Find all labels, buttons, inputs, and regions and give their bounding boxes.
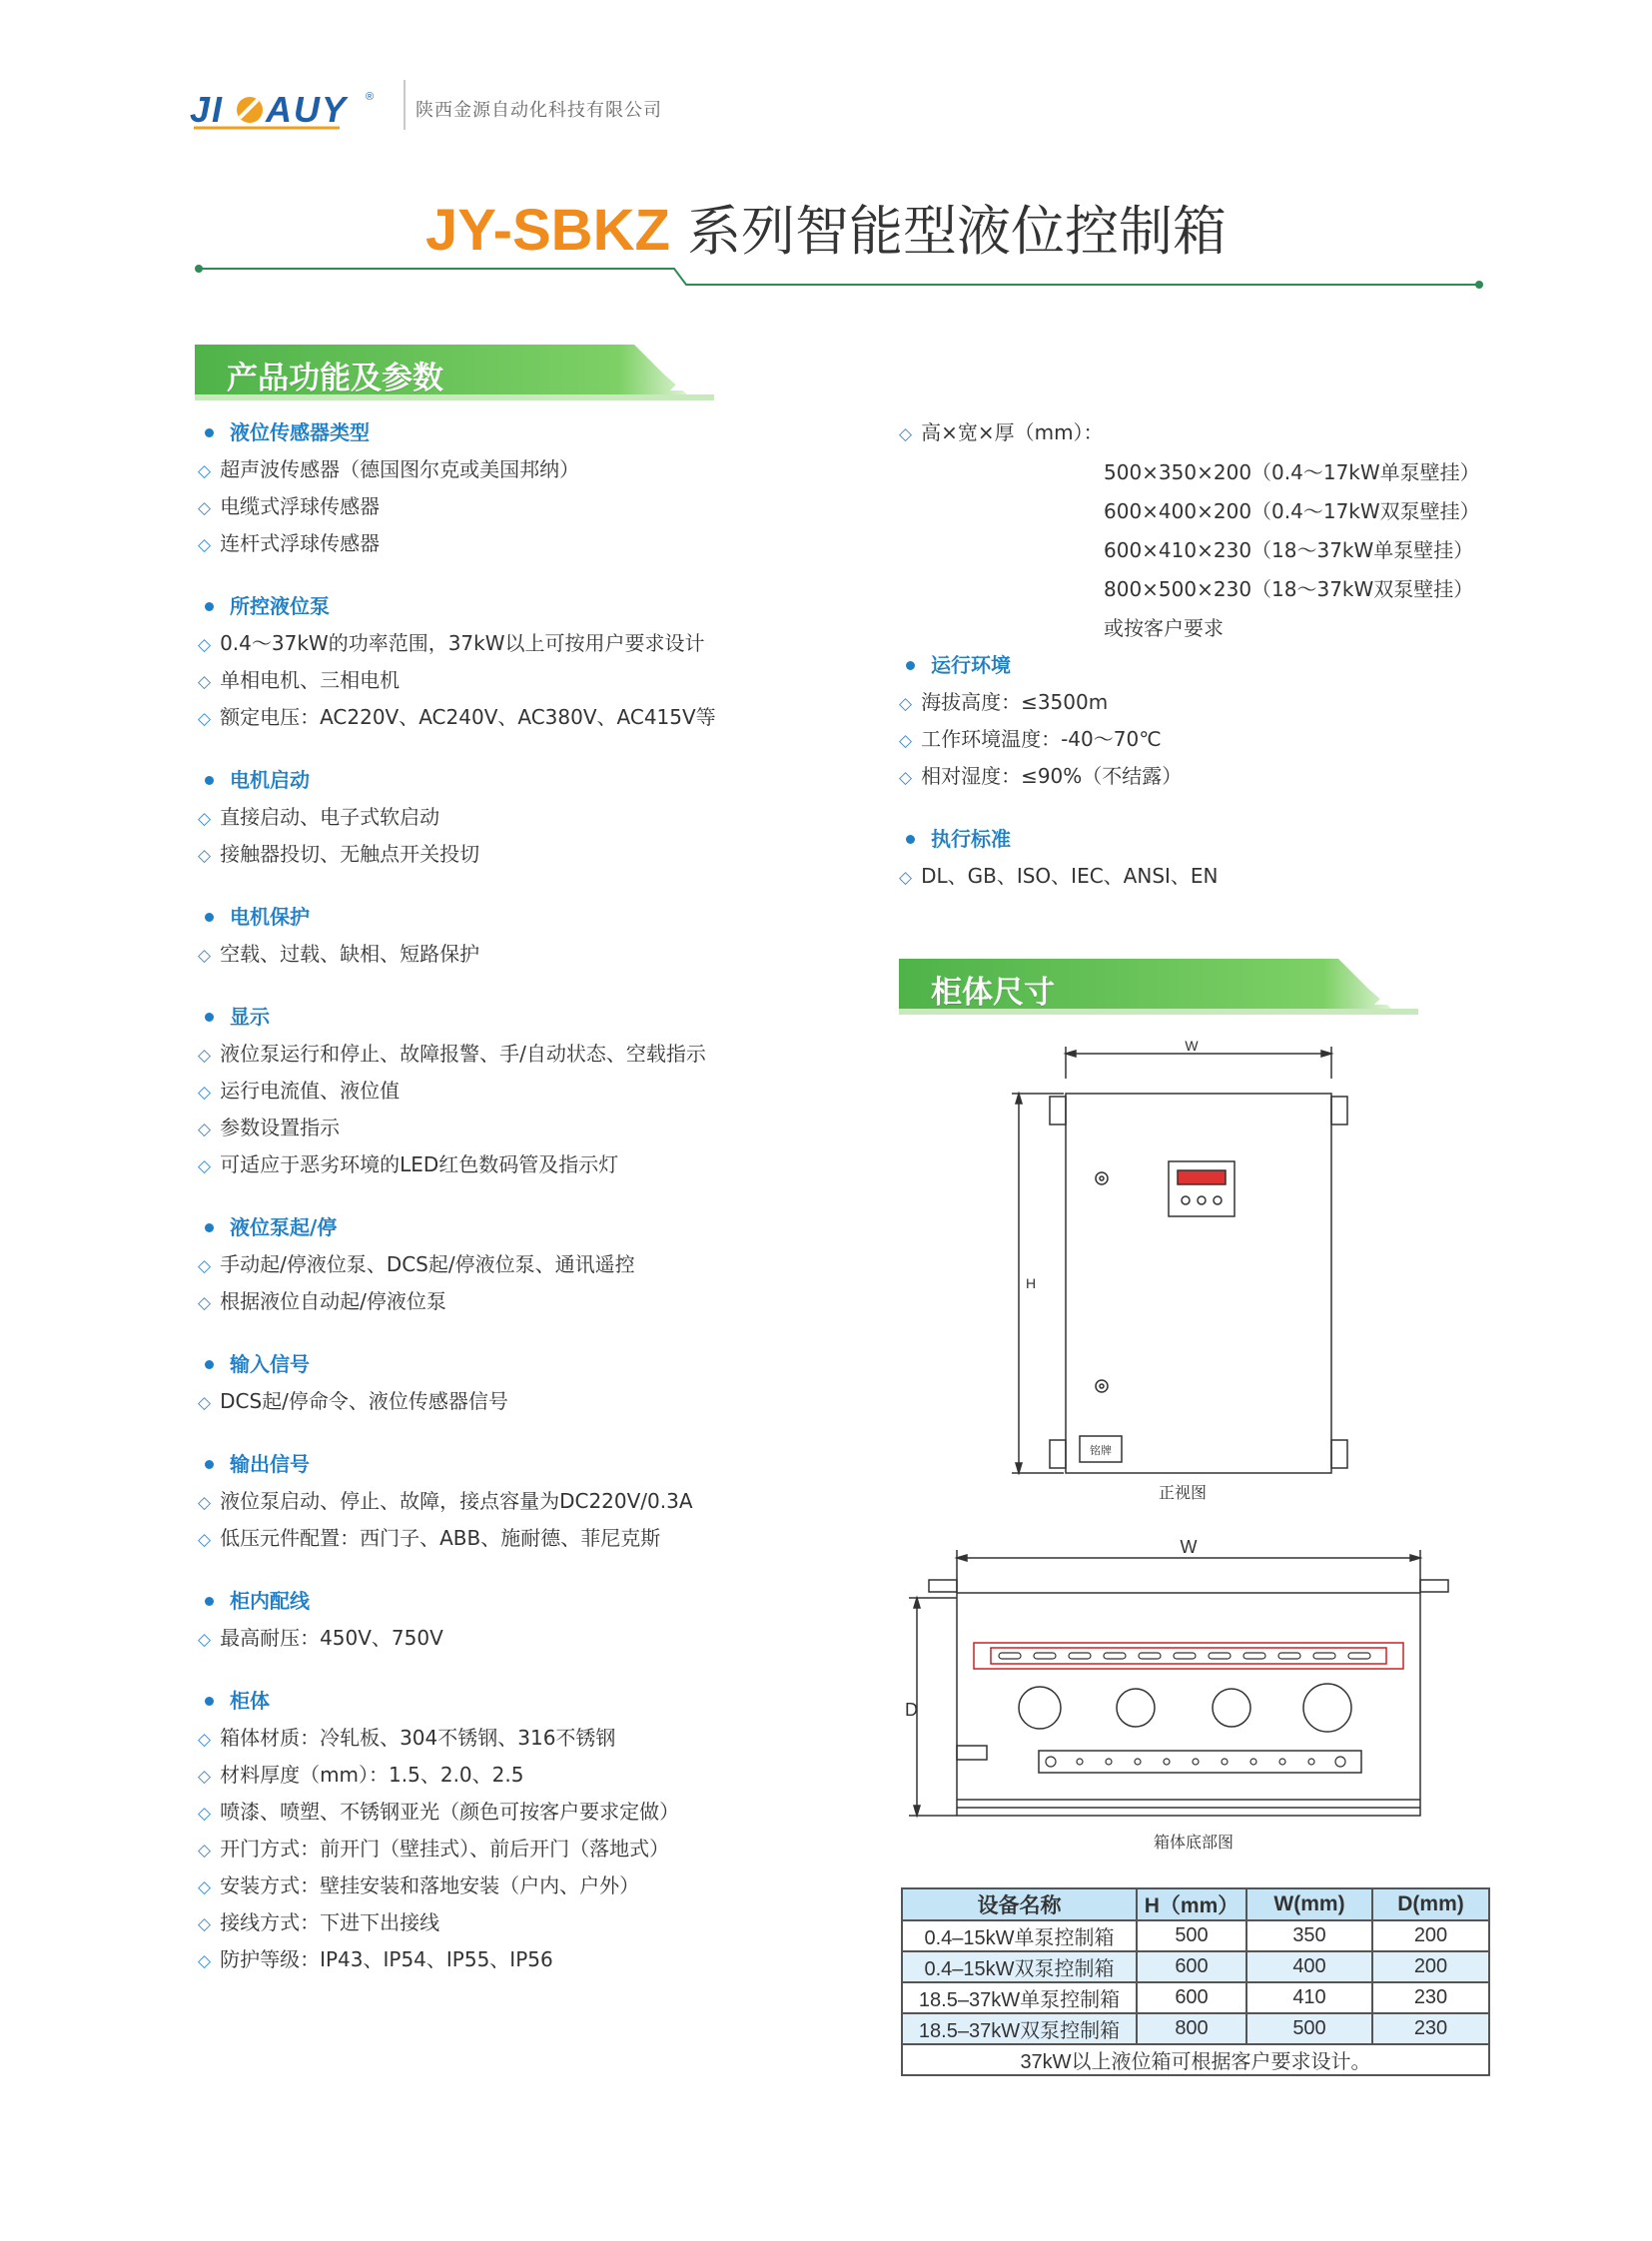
- dimension-line: 600×410×230（18～37kW单泵壁挂）: [1104, 538, 1474, 562]
- ground-hole: [1193, 1759, 1199, 1765]
- svg-text:AUY: AUY: [266, 89, 349, 130]
- feature-group-heading: 柜内配线: [198, 1583, 877, 1620]
- company-logo: [190, 88, 380, 132]
- table-footnote-row: [902, 2044, 1489, 2075]
- front-view-caption: 正视图: [1159, 1483, 1208, 1502]
- feature-item: ◇ 可适应于恶劣环境的LED红色数码管及指示灯: [198, 1146, 877, 1183]
- feature-item: ◇ 直接启动、电子式软启动: [198, 799, 877, 836]
- ground-hole: [1279, 1759, 1285, 1765]
- banner-title: 产品功能及参数: [227, 361, 443, 396]
- feature-group: [198, 588, 877, 736]
- dimension-line: 800×500×230（18～37kW双泵壁挂）: [1104, 577, 1474, 601]
- table-cell: 18.5–37kW单泵控制箱: [902, 1982, 1137, 2013]
- feature-group: [198, 1346, 877, 1420]
- feature-item: ◇ 运行电流值、液位值: [198, 1073, 877, 1110]
- feature-group-heading: 显示: [198, 999, 877, 1036]
- feature-item: ◇ 材料厚度（mm）：1.5、2.0、2.5: [198, 1757, 877, 1794]
- feature-item: ◇ 0.4～37kW的功率范围，37kW以上可按用户要求设计: [198, 625, 877, 662]
- feature-item: ◇ 液位泵启动、停止、故障，接点容量为DC220V/0.3A: [198, 1483, 877, 1520]
- feature-group: [198, 1209, 877, 1320]
- feature-group-heading: 柜体: [198, 1683, 877, 1720]
- logo-separator: [404, 80, 406, 130]
- rail-slot: [1139, 1653, 1161, 1659]
- rail-slot: [1174, 1653, 1196, 1659]
- table-row: [902, 2013, 1489, 2044]
- dimension-line: 或按客户要求: [1104, 616, 1224, 640]
- environment-group-heading: 执行标准: [899, 821, 1498, 858]
- table-cell: 800: [1137, 2013, 1246, 2044]
- feature-item: ◇ DCS起/停命令、液位传感器信号: [198, 1383, 877, 1420]
- title-model: JY-SBKZ: [424, 198, 670, 263]
- table-cell: 600: [1137, 1951, 1246, 1982]
- table-cell: 410: [1246, 1982, 1372, 2013]
- title-name: 系列智能型液位控制箱: [687, 200, 1228, 263]
- table-row: [902, 1920, 1489, 1951]
- ground-hole: [1164, 1759, 1170, 1765]
- feature-item: ◇ 防护等级：IP43、IP54、IP55、IP56: [198, 1941, 877, 1978]
- dimension-line: 500×350×200（0.4～17kW单泵壁挂）: [1104, 460, 1480, 484]
- company-name: 陕西金源自动化科技有限公司: [415, 100, 662, 121]
- feature-group-heading: 电机保护: [198, 899, 877, 936]
- feature-item: ◇ 参数设置指示: [198, 1110, 877, 1146]
- table-row: [902, 1951, 1489, 1982]
- dimensions-lines: [899, 453, 1498, 648]
- rail-slot: [1209, 1653, 1231, 1659]
- rail-slot: [1069, 1653, 1091, 1659]
- table-row: [902, 1982, 1489, 2013]
- feature-group: [198, 762, 877, 873]
- feature-item: ◇ 喷漆、喷塑、不锈钢亚光（颜色可按客户要求定做）: [198, 1794, 877, 1831]
- feature-item: ◇ 低压元件配置：西门子、ABB、施耐德、菲尼克斯: [198, 1520, 877, 1557]
- ground-hole: [1135, 1759, 1141, 1765]
- table-cell: 200: [1372, 1920, 1489, 1951]
- environment-list: [899, 647, 1498, 921]
- spec-table-header: [902, 1888, 1489, 1920]
- ground-hole: [1335, 1757, 1345, 1767]
- rail-slot: [1104, 1653, 1126, 1659]
- banner-title: 柜体尺寸: [931, 975, 1055, 1011]
- feature-item: ◇ 液位泵运行和停止、故障报警、手/自动状态、空载指示: [198, 1036, 877, 1073]
- feature-group: [198, 414, 877, 562]
- rail-slot: [1313, 1653, 1335, 1659]
- table-cell: 400: [1246, 1951, 1372, 1982]
- table-cell: 500: [1246, 2013, 1372, 2044]
- environment-item: ◇ 工作环境温度：-40～70℃: [899, 721, 1498, 758]
- table-cell: 0.4–15kW双泵控制箱: [902, 1951, 1137, 1982]
- feature-item: ◇ 超声波传感器（德国图尔克或美国邦纳）: [198, 451, 877, 488]
- feature-group-heading: 电机启动: [198, 762, 877, 799]
- table-cell: 230: [1372, 2013, 1489, 2044]
- feature-item: ◇ 空载、过载、缺相、短路保护: [198, 936, 877, 973]
- rail-slot: [999, 1653, 1021, 1659]
- feature-item: ◇ 最高耐压：450V、750V: [198, 1620, 877, 1657]
- dimension-line: 600×400×200（0.4～17kW双泵壁挂）: [1104, 499, 1480, 523]
- table-cell: 230: [1372, 1982, 1489, 2013]
- feature-group: [198, 1583, 877, 1657]
- table-cell: 0.4–15kW单泵控制箱: [902, 1920, 1137, 1951]
- feature-item: ◇ 根据液位自动起/停液位泵: [198, 1283, 877, 1320]
- section-banner-cabinet-size: [899, 959, 1418, 1015]
- table-cell: 200: [1372, 1951, 1489, 1982]
- rail-slot: [1034, 1653, 1056, 1659]
- feature-group: [198, 1683, 877, 1978]
- table-cell: 18.5–37kW双泵控制箱: [902, 2013, 1137, 2044]
- feature-item: ◇ 开门方式：前开门（壁挂式）、前后开门（落地式）: [198, 1831, 877, 1868]
- feature-item: ◇ 安装方式：壁挂安装和落地安装（户内、户外）: [198, 1868, 877, 1904]
- environment-item: ◇ 海拔高度：≤3500m: [899, 684, 1498, 721]
- feature-group-heading: 所控液位泵: [198, 588, 877, 625]
- bottom-w-label: W: [1180, 1538, 1198, 1557]
- feature-group-heading: 液位传感器类型: [198, 414, 877, 451]
- feature-group-heading: 液位泵起/停: [198, 1209, 877, 1246]
- svg-text:®: ®: [366, 91, 375, 103]
- bottom-d-label: D: [905, 1700, 918, 1720]
- title-rule: [195, 255, 1483, 295]
- table-footnote: 37kW以上液位箱可根据客户要求设计。: [902, 2044, 1489, 2075]
- environment-item: ◇ 相对湿度：≤90%（不结露）: [899, 758, 1498, 795]
- header-cell: W(mm): [1246, 1888, 1372, 1920]
- ground-hole: [1046, 1757, 1056, 1767]
- ground-hole: [1106, 1759, 1112, 1765]
- ground-hole: [1077, 1759, 1083, 1765]
- rail-slots: [999, 1653, 1370, 1659]
- feature-item: ◇ 单相电机、三相电机: [198, 662, 877, 699]
- rail-slot: [1278, 1653, 1300, 1659]
- header-cell: H（mm）: [1137, 1888, 1246, 1920]
- bottom-view-drawing: [899, 1538, 1478, 1838]
- table-cell: 500: [1137, 1920, 1246, 1951]
- svg-text:JI: JI: [190, 89, 225, 130]
- feature-group: [198, 1446, 877, 1557]
- feature-item: ◇ 接触器投切、无触点开关投切: [198, 836, 877, 873]
- feature-item: ◇ 箱体材质：冷轧板、304不锈钢、316不锈钢: [198, 1720, 877, 1757]
- ground-hole: [1222, 1759, 1228, 1765]
- spec-table: [901, 1887, 1490, 2076]
- header-cell: D(mm): [1372, 1888, 1489, 1920]
- feature-group: [198, 899, 877, 973]
- feature-group-heading: 输入信号: [198, 1346, 877, 1383]
- feature-item: ◇ 额定电压：AC220V、AC240V、AC380V、AC415V等: [198, 699, 877, 736]
- rail-slot: [1348, 1653, 1370, 1659]
- front-h-label: H: [1026, 1275, 1037, 1291]
- environment-group-heading: 运行环境: [899, 647, 1498, 684]
- bottom-view-caption: 箱体底部图: [1154, 1833, 1235, 1852]
- feature-item: ◇ 接线方式：下进下出接线: [198, 1904, 877, 1941]
- feature-item: ◇ 手动起/停液位泵、DCS起/停液位泵、通讯遥控: [198, 1246, 877, 1283]
- nameplate-label: 铭牌: [1090, 1444, 1112, 1457]
- environment-item: ◇ DL、GB、ISO、IEC、ANSI、EN: [899, 858, 1498, 895]
- front-w-label: W: [1185, 1039, 1199, 1054]
- dimensions-block: [899, 414, 1498, 648]
- ground-holes: [1046, 1757, 1345, 1767]
- environment-group: [899, 647, 1498, 795]
- feature-group: [198, 999, 877, 1183]
- rail-slot: [1243, 1653, 1265, 1659]
- front-view-drawing: [1004, 1039, 1373, 1518]
- features-list: [198, 414, 877, 2004]
- header-cell: 设备名称: [902, 1888, 1137, 1920]
- feature-item: ◇ 电缆式浮球传感器: [198, 488, 877, 525]
- environment-group: [899, 821, 1498, 895]
- dimensions-head: ◇ 高×宽×厚（mm）：: [899, 414, 1498, 451]
- section-banner-features: [195, 345, 714, 400]
- ground-hole: [1308, 1759, 1314, 1765]
- table-cell: 600: [1137, 1982, 1246, 2013]
- table-cell: 350: [1246, 1920, 1372, 1951]
- ground-hole: [1250, 1759, 1256, 1765]
- feature-item: ◇ 连杆式浮球传感器: [198, 525, 877, 562]
- feature-group-heading: 输出信号: [198, 1446, 877, 1483]
